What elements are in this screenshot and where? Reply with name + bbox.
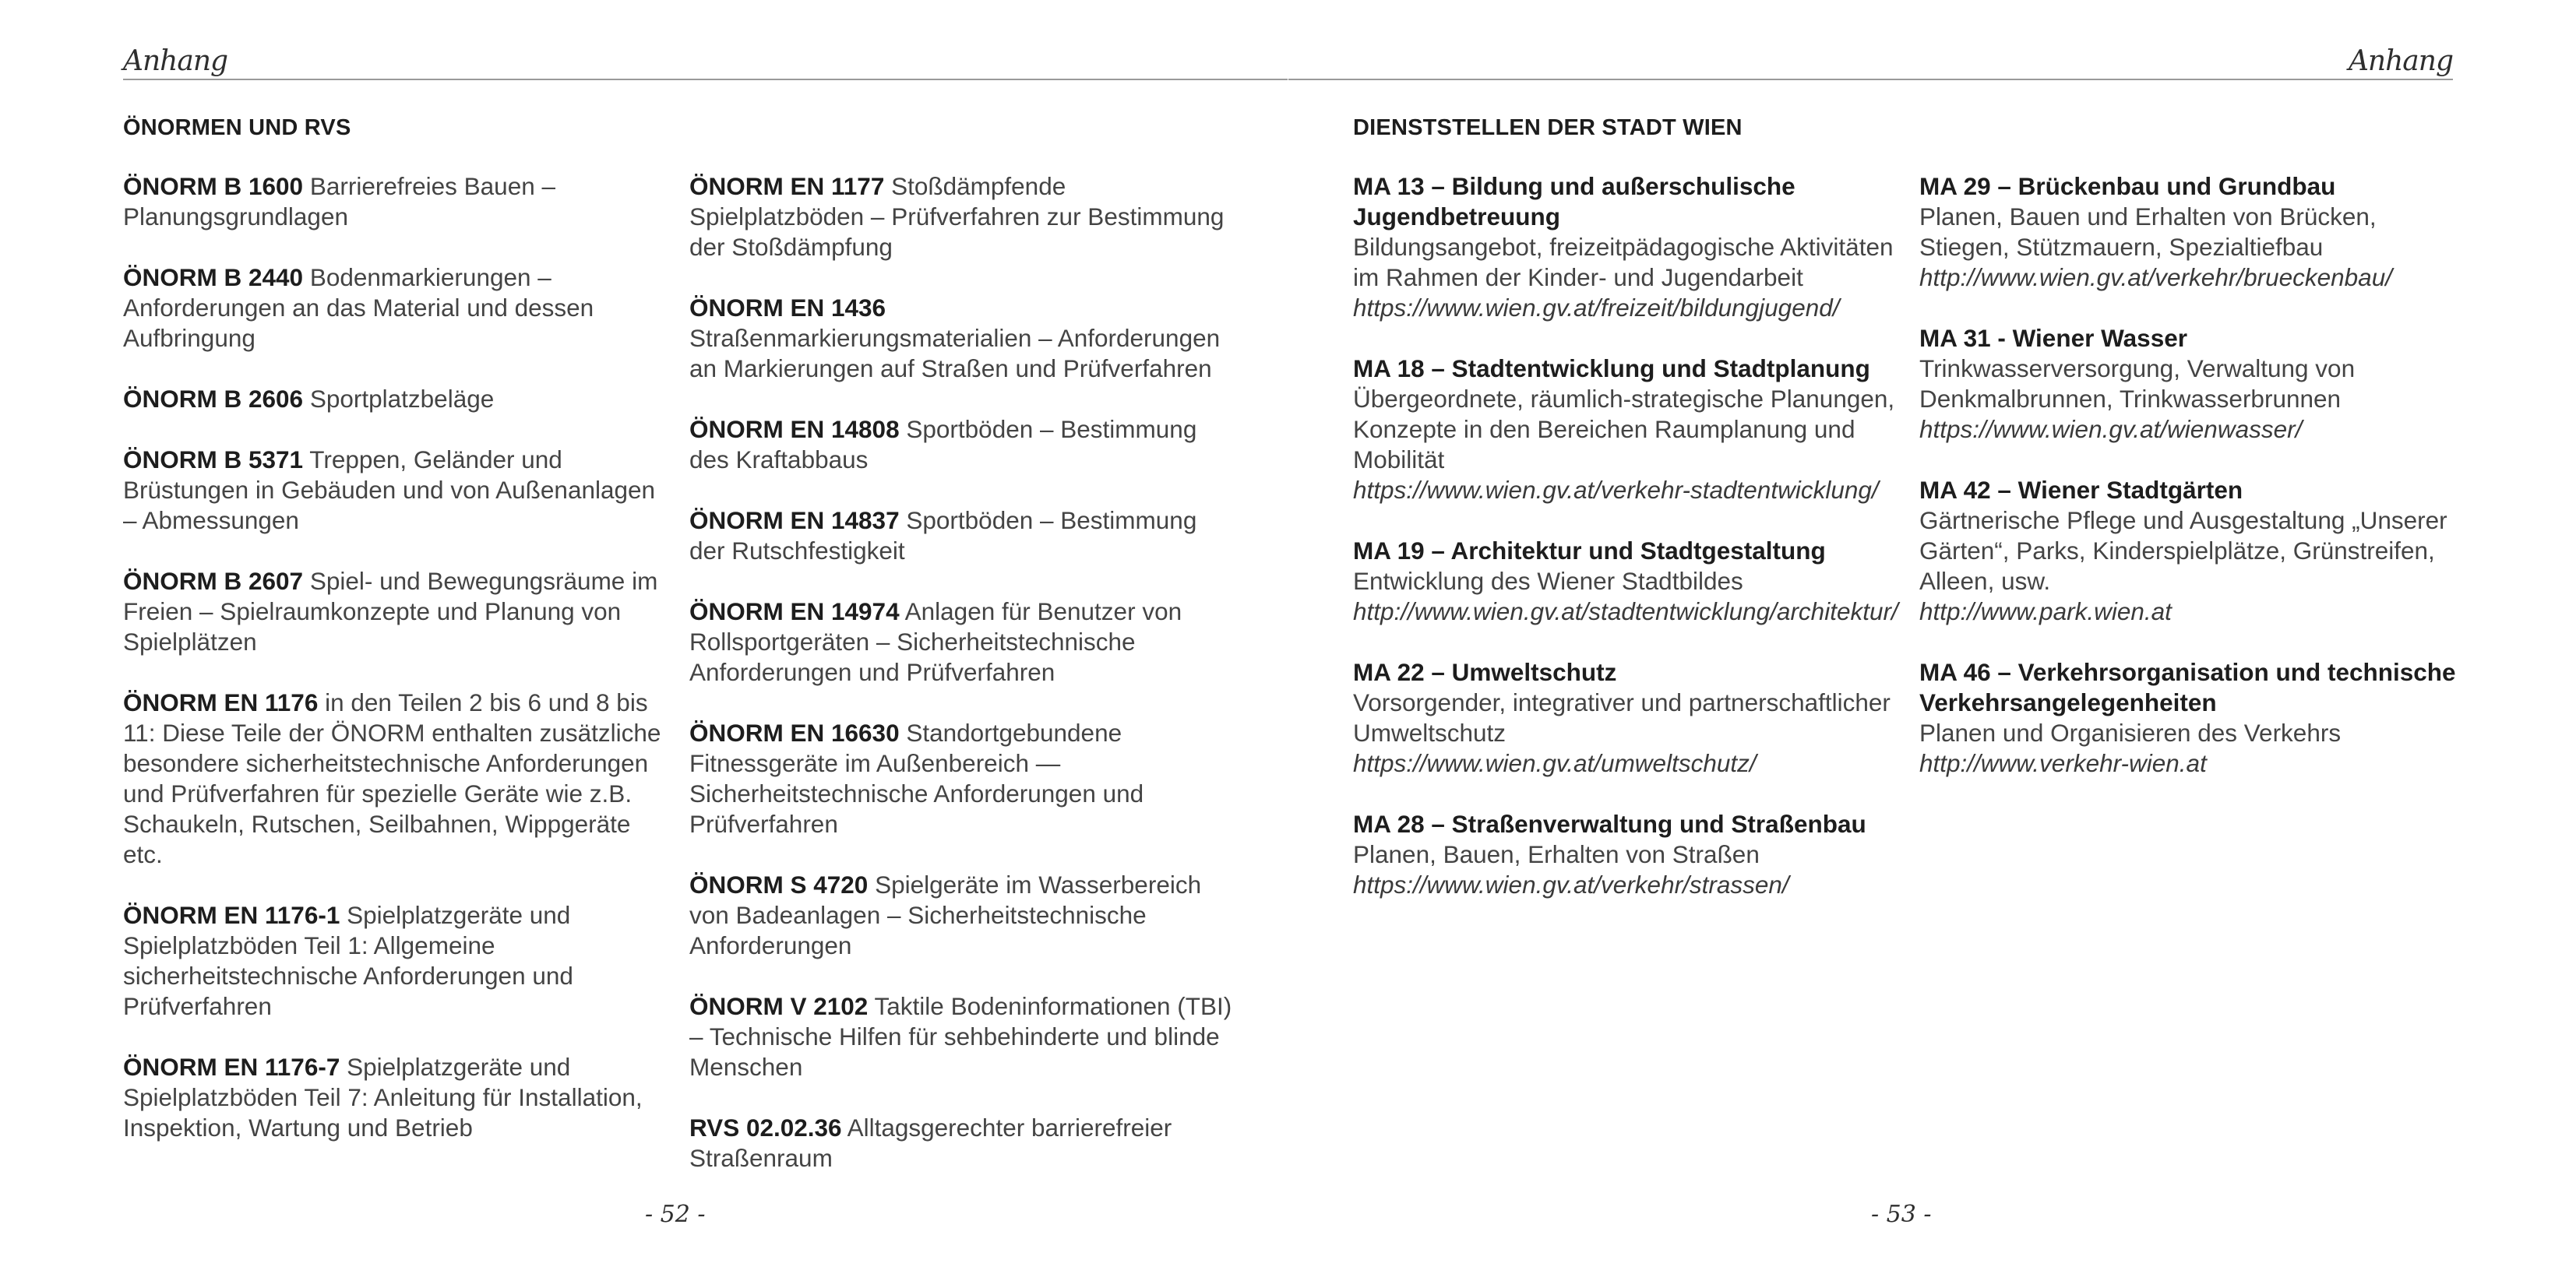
standard-entry <box>689 718 1235 839</box>
department-url[interactable]: https://www.wien.gv.at/umweltschutz/ <box>1353 749 1757 777</box>
department-url[interactable]: http://www.park.wien.at <box>1919 597 2172 625</box>
standard-code: ÖNORM EN 14974 <box>689 597 900 625</box>
standard-text: Taktile Bodeninformationen (TBI) – Technische Hilfen für sehbehinderte und blinde Menschen <box>689 992 1232 1081</box>
department-title: MA 13 – Bildung und außerschulische Jugendbetreuung <box>1353 172 1795 231</box>
standard-entry <box>123 445 668 536</box>
departments-column-1 <box>1353 171 1898 931</box>
standard-code: ÖNORM B 2606 <box>123 385 304 413</box>
department-title: MA 29 – Brückenbau und Grundbau <box>1919 172 2336 200</box>
department-entry <box>1353 657 1898 779</box>
standards-column-1 <box>123 171 668 1174</box>
standard-text: Alltagsgerechter barrierefreier Straßenraum <box>689 1114 1172 1172</box>
standard-entry <box>123 900 668 1022</box>
standard-text: Anlagen für Benutzer von Rollsportgeräten – Sicherheitstechnische Anforderungen und Prüfverfahren <box>689 597 1182 686</box>
department-entry <box>1353 536 1898 627</box>
standard-code: ÖNORM EN 14837 <box>689 506 900 534</box>
standard-text: Bodenmarkierungen – Anforderungen an das Material und dessen Aufbringung <box>123 263 594 352</box>
standard-code: ÖNORM B 2607 <box>123 567 304 595</box>
standard-text: Sportböden – Bestimmung der Rutschfestigkeit <box>689 506 1197 565</box>
header-rule <box>123 79 1288 80</box>
standard-code: ÖNORM EN 1436 <box>689 294 886 322</box>
standard-entry <box>123 171 668 232</box>
standard-entry <box>689 505 1235 566</box>
department-title: MA 42 – Wiener Stadtgärten <box>1919 476 2243 504</box>
department-description: Bildungsangebot, freizeitpädagogische Aktivitäten im Rahmen der Kinder- und Jugendarbeit <box>1353 233 1894 291</box>
standards-column-2 <box>689 171 1235 1204</box>
standard-text: in den Teilen 2 bis 6 und 8 bis 11: Diese Teile der ÖNORM enthalten zusätzliche besondere sicherheitstechnische Anforderungen und Prüfverfahren für spezielle Geräte wie z.B. Schaukeln, Rutschen, Seilbahnen, Wippgeräte etc. <box>123 688 661 868</box>
standard-code: ÖNORM EN 1177 <box>689 172 885 200</box>
standard-entry <box>689 991 1235 1082</box>
department-entry <box>1353 354 1898 505</box>
header-rule <box>1288 79 2453 80</box>
standard-code: ÖNORM EN 1176-7 <box>123 1053 340 1081</box>
department-url[interactable]: https://www.wien.gv.at/freizeit/bildungjugend/ <box>1353 294 1840 322</box>
department-description: Entwicklung des Wiener Stadtbildes <box>1353 567 1743 595</box>
department-entry <box>1919 171 2465 293</box>
standard-code: ÖNORM EN 1176-1 <box>123 901 340 929</box>
page-number: - 52 - <box>645 1201 706 1228</box>
department-description: Übergeordnete, räumlich-strategische Planungen, Konzepte in den Bereichen Raumplanung und Mobilität <box>1353 385 1895 473</box>
page-number: - 53 - <box>1871 1201 1932 1228</box>
standard-entry <box>123 688 668 870</box>
standard-code: ÖNORM B 2440 <box>123 263 304 291</box>
department-title: MA 28 – Straßenverwaltung und Straßenbau <box>1353 810 1866 838</box>
standard-code: ÖNORM EN 1176 <box>123 688 319 716</box>
department-description: Vorsorgender, integrativer und partnerschaftlicher Umweltschutz <box>1353 688 1891 747</box>
department-url[interactable]: http://www.verkehr-wien.at <box>1919 749 2207 777</box>
standard-entry <box>123 566 668 657</box>
section-heading: DIENSTSTELLEN DER STADT WIEN <box>1353 115 1743 140</box>
standard-text: Standortgebundene Fitnessgeräte im Außenbereich — Sicherheitstechnische Anforderungen und Prüfverfahren <box>689 719 1144 838</box>
standard-text: Spielplatzgeräte und Spielplatzböden Teil 7: Anleitung für Installation, Inspektion, Wartung und Betrieb <box>123 1053 643 1142</box>
departments-column-2 <box>1919 171 2465 809</box>
standard-code: ÖNORM EN 16630 <box>689 719 900 747</box>
standard-text: Sportböden – Bestimmung des Kraftabbaus <box>689 415 1197 473</box>
department-title: MA 19 – Architektur und Stadtgestaltung <box>1353 537 1826 565</box>
department-description: Gärtnerische Pflege und Ausgestaltung „Unserer Gärten“, Parks, Kinderspielplätze, Grünstreifen, Alleen, usw. <box>1919 506 2447 595</box>
department-description: Planen, Bauen, Erhalten von Straßen <box>1353 840 1760 868</box>
section-heading: ÖNORMEN UND RVS <box>123 115 351 140</box>
department-title: MA 31 - Wiener Wasser <box>1919 324 2187 352</box>
department-title: MA 46 – Verkehrsorganisation und technische Verkehrsangelegenheiten <box>1919 658 2456 716</box>
department-entry <box>1353 809 1898 900</box>
standard-entry <box>689 596 1235 688</box>
department-title: MA 18 – Stadtentwicklung und Stadtplanung <box>1353 354 1870 382</box>
department-description: Planen, Bauen und Erhalten von Brücken, Stiegen, Stützmauern, Spezialtiefbau <box>1919 202 2377 261</box>
department-description: Planen und Organisieren des Verkehrs <box>1919 719 2342 747</box>
department-url[interactable]: https://www.wien.gv.at/wienwasser/ <box>1919 415 2303 443</box>
department-url[interactable]: https://www.wien.gv.at/verkehr/strassen/ <box>1353 871 1789 899</box>
department-description: Trinkwasserversorgung, Verwaltung von Denkmalbrunnen, Trinkwasserbrunnen <box>1919 354 2356 413</box>
department-entry <box>1919 475 2465 627</box>
department-entry <box>1353 171 1898 323</box>
running-head: Anhang <box>2348 45 2453 77</box>
standard-entry <box>689 1113 1235 1174</box>
standard-text: Barrierefreies Bauen – Planungsgrundlagen <box>123 172 555 231</box>
standard-entry <box>123 1052 668 1143</box>
standard-entry <box>123 262 668 354</box>
standard-code: ÖNORM V 2102 <box>689 992 869 1020</box>
standard-text: Stoßdämpfende Spielplatzböden – Prüfverfahren zur Bestimmung der Stoßdämpfung <box>689 172 1225 261</box>
standard-entry <box>689 293 1235 384</box>
standard-code: ÖNORM B 5371 <box>123 445 304 473</box>
standard-entry <box>123 384 668 414</box>
department-url[interactable]: https://www.wien.gv.at/verkehr-stadtentwicklung/ <box>1353 476 1879 504</box>
standard-text: Treppen, Geländer und Brüstungen in Gebäuden und von Außenanlagen – Abmessungen <box>123 445 656 534</box>
standard-code: ÖNORM S 4720 <box>689 871 869 899</box>
department-title: MA 22 – Umweltschutz <box>1353 658 1617 686</box>
standard-entry <box>689 870 1235 961</box>
running-head: Anhang <box>123 45 228 77</box>
standard-entry <box>689 414 1235 475</box>
department-entry <box>1919 657 2465 779</box>
standard-code: RVS 02.02.36 <box>689 1114 842 1142</box>
standard-text: Spiel- und Bewegungsräume im Freien – Spielraumkonzepte und Planung von Spielplätzen <box>123 567 658 656</box>
right-page <box>1288 0 2576 1288</box>
department-url[interactable]: http://www.wien.gv.at/stadtentwicklung/architektur/ <box>1353 597 1898 625</box>
department-url[interactable]: http://www.wien.gv.at/verkehr/brueckenbau/ <box>1919 263 2392 291</box>
department-entry <box>1919 323 2465 445</box>
standard-text: Spielgeräte im Wasserbereich von Badeanlagen – Sicherheitstechnische Anforderungen <box>689 871 1202 959</box>
standard-text: Spielplatzgeräte und Spielplatzböden Teil 1: Allgemeine sicherheitstechnische Anforderungen und Prüfverfahren <box>123 901 573 1020</box>
standard-entry <box>689 171 1235 262</box>
standard-text: Sportplatzbeläge <box>303 385 495 413</box>
standard-code: ÖNORM EN 14808 <box>689 415 900 443</box>
standard-code: ÖNORM B 1600 <box>123 172 304 200</box>
standard-text: Straßenmarkierungsmaterialien – Anforderungen an Markierungen auf Straßen und Prüfverfahren <box>689 324 1221 382</box>
